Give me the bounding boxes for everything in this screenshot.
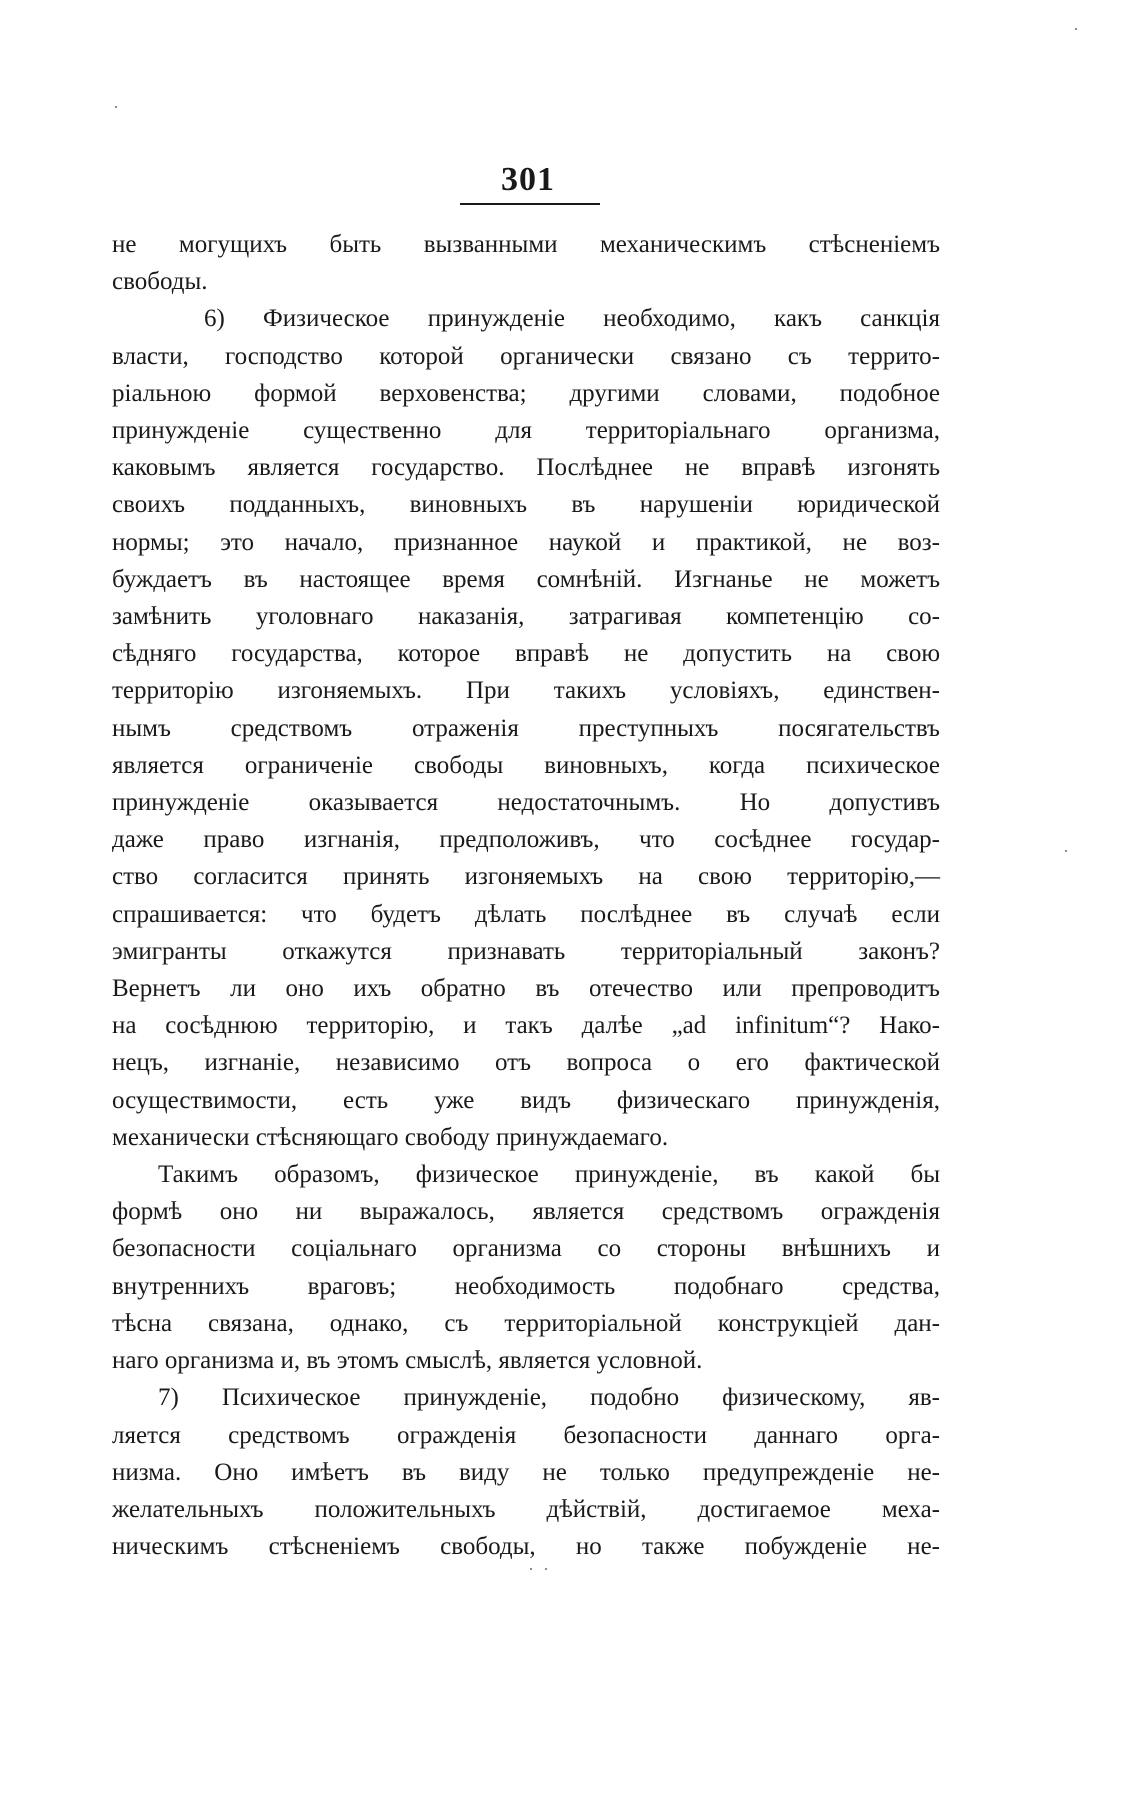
text-line: ляется средствомъ огражденія безопасности даннаго орга- [112, 1421, 940, 1449]
text-line: ство согласится принять изгоняемыхъ на свою территорію,— [112, 863, 940, 891]
scan-speck [1065, 850, 1067, 852]
scan-speck [1075, 28, 1077, 30]
text-line: не могущихъ быть вызванными механическимъ стѣсненіемъ [112, 231, 940, 258]
text-line: Такимъ образомъ, физическое принужденіе, въ какой бы [158, 1161, 940, 1189]
text-line: ническимъ стѣсненіемъ свободы, но также побужденіе не- [112, 1533, 940, 1561]
text-line: нымъ средствомъ отраженія преступныхъ посягательствъ [112, 714, 940, 742]
text-line: каковымъ является государство. Послѣднее не вправѣ изгонять [112, 454, 940, 482]
text-line: низма. Оно имѣетъ въ виду не только предупрежденіе не- [112, 1458, 940, 1486]
scan-speck [545, 1568, 547, 1570]
scan-speck [530, 1568, 532, 1570]
body-text [112, 226, 940, 1565]
scan-speck [115, 106, 117, 108]
text-line: безопасности соціальнаго организма со стороны внѣшнихъ и [112, 1235, 940, 1263]
page-number-rule [460, 203, 600, 205]
text-line: Вернетъ ли оно ихъ обратно въ отечество или препроводитъ [112, 975, 940, 1003]
text-line: ріальною формой верховенства; другими словами, подобное [112, 379, 940, 407]
text-line: 6) Физическое принужденіе необходимо, какъ санкція [204, 305, 940, 333]
text-line: осуществимости, есть уже видъ физическаго принужденія, [112, 1086, 940, 1114]
paragraph-summary [112, 1156, 940, 1379]
text-line: своихъ подданныхъ, виновныхъ въ нарушеніи юридической [112, 491, 940, 519]
paragraph-7 [112, 1379, 940, 1565]
text-line: внутреннихъ враговъ; необходимость подобнаго средства, [112, 1272, 940, 1300]
text-line: принужденіе оказывается недостаточнымъ. Но допустивъ [112, 789, 940, 817]
text-line: даже право изгнанія, предположивъ, что сосѣднее государ- [112, 826, 940, 854]
text-line: на сосѣднюю территорію, и такъ далѣе „ad infinitum“? Нако- [112, 1012, 940, 1040]
text-line: желательныхъ положительныхъ дѣйствій, достигаемое меха- [112, 1495, 940, 1523]
text-line: свободы. [112, 268, 208, 296]
text-line: буждаетъ въ настоящее время сомнѣній. Изгнанье не можетъ [112, 565, 940, 593]
text-line: формѣ оно ни выражалось, является средствомъ огражденія [112, 1198, 940, 1226]
text-line: замѣнить уголовнаго наказанія, затрагивая компетенцію со- [112, 603, 940, 631]
paragraph-6 [112, 300, 940, 1156]
text-line: власти, господство которой органически связано съ террито- [112, 342, 940, 370]
text-line: является ограниченіе свободы виновныхъ, когда психическое [112, 751, 940, 779]
text-line: механически стѣсняющаго свободу принуждаемаго. [112, 1123, 669, 1151]
text-line: сѣдняго государства, которое вправѣ не допустить на свою [112, 640, 940, 668]
text-line: территорію изгоняемыхъ. При такихъ условіяхъ, единствен- [112, 677, 940, 705]
text-line: спрашивается: что будетъ дѣлать послѣднее въ случаѣ если [112, 900, 940, 928]
text-line: наго организма и, въ этомъ смыслѣ, является условной. [112, 1347, 703, 1375]
text-line: 7) Психическое принужденіе, подобно физическому, яв- [158, 1384, 940, 1412]
text-line: нецъ, изгнаніе, независимо отъ вопроса о его фактической [112, 1049, 940, 1077]
text-line: принужденіе существенно для территоріальнаго организма, [112, 417, 940, 445]
text-line: эмигранты откажутся признавать территоріальный законъ? [112, 937, 940, 965]
paragraph-continuation [112, 226, 940, 300]
text-line: тѣсна связана, однако, съ территоріальной конструкціей дан- [112, 1309, 940, 1337]
text-line: нормы; это начало, признанное наукой и практикой, не воз- [112, 528, 940, 556]
page-number: 301 [501, 161, 555, 198]
